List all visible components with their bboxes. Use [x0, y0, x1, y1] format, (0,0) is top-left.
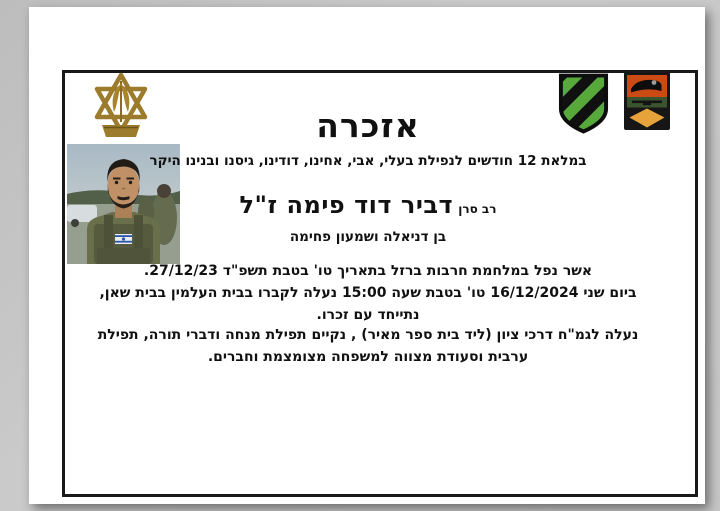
event-line-2: נתייחד עם זכרו.	[316, 307, 420, 323]
rank-label: רב סרן	[458, 202, 497, 216]
fallen-soldier-name: דביר דוד פימה ז"ל	[239, 191, 454, 219]
details-line-2: ערבית וסעודת מצווה למשפחה מצומצמת וחברים.	[207, 349, 529, 365]
details-line-1: נעלה לגמ"ח דרכי ציון (ליד בית ספר מאיר) , נקיים תפילת מנחה ודברי תורה, תפילת	[97, 327, 639, 343]
memorial-page	[29, 7, 705, 504]
memorial-title: אזכרה	[316, 106, 420, 145]
name-row	[40, 191, 696, 223]
fall-and-event-paragraph	[40, 260, 696, 326]
parents-line: בן דניאלה ושמעון פחימה	[289, 229, 447, 245]
intro-line: במלאת 12 חודשים לנפילת בעלי, אבי, אחינו, דודינו, גיסנו ובנינו היקר	[149, 153, 587, 169]
fall-line: אשר נפל במלחמת חרבות ברזל בתאריך טו' בטבת תשפ"ד 27/12/23.	[143, 263, 593, 279]
event-line-1: ביום שני 16/12/2024 טו' בטבת שעה 15:00 נעלה לקברו בבית העלמין בבית שאן,	[99, 285, 637, 301]
notice-text-column	[40, 108, 696, 368]
details-paragraph	[40, 324, 696, 368]
